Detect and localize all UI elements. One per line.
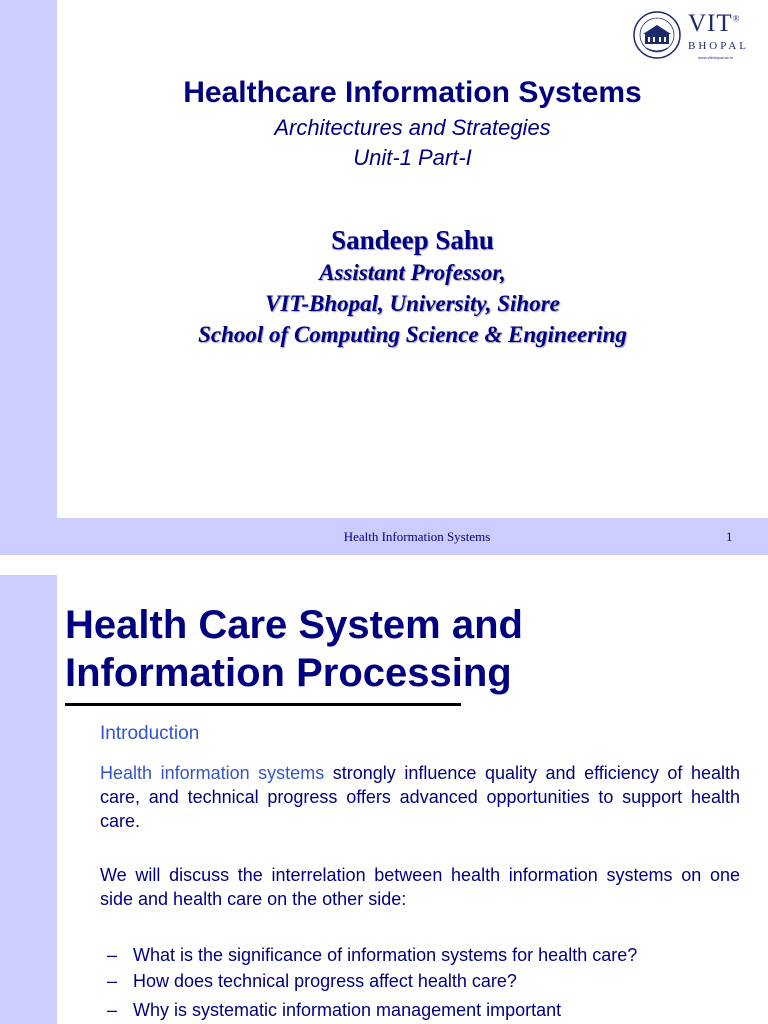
bullet-item	[107, 971, 517, 992]
paragraph: We will discuss the interrelation between health information systems on one side and health care on the other side:	[100, 865, 740, 909]
university-seal-icon	[632, 10, 682, 60]
slide-2	[0, 575, 768, 1024]
bullet-item	[107, 945, 637, 966]
highlighted-term: Health information systems	[100, 763, 325, 783]
slide-title: Healthcare Information Systems	[183, 76, 642, 109]
paragraph	[100, 761, 740, 833]
title-underline	[65, 703, 461, 706]
bullet-text: How does technical progress affect health care?	[133, 971, 517, 991]
bullet-item	[107, 1000, 561, 1021]
paragraph-text: strongly influence quality and efficiency of health care, and technical progress offers advanced opportunities to support health care.	[100, 763, 740, 831]
page-number: 1	[726, 529, 733, 544]
slide-subtitle: Architectures and Strategies	[274, 115, 551, 140]
footer-text: Health Information Systems	[343, 529, 491, 544]
bullet-text: What is the significance of information systems for health care?	[133, 945, 638, 965]
bullet-marker: –	[107, 945, 118, 965]
section-heading: Introduction	[100, 723, 200, 744]
author-school: School of Computing Science & Engineering	[198, 322, 627, 347]
bullet-marker: –	[107, 971, 118, 991]
slide-sidebar	[0, 0, 57, 555]
bullet-marker: –	[107, 1000, 118, 1020]
author-name: Sandeep Sahu	[331, 225, 494, 255]
bullet-text: Why is systematic information management important	[133, 1000, 562, 1020]
slide-sidebar	[0, 575, 57, 1024]
logo-city: BHOPAL	[688, 40, 749, 52]
unit-label: Unit-1 Part-I	[353, 145, 472, 170]
author-affiliation: VIT-Bhopal, University, Sihore	[265, 291, 560, 316]
slide-title	[65, 601, 523, 697]
slide-title-line: Information Processing	[65, 651, 512, 695]
logo-url: www.vitbhopal.ac.in	[698, 55, 734, 60]
author-role: Assistant Professor,	[319, 260, 506, 285]
logo-wordmark: VIT®	[688, 10, 741, 37]
slide-title-line: Health Care System and	[65, 603, 523, 647]
slide-gap	[0, 555, 768, 575]
vit-logo	[632, 10, 762, 64]
